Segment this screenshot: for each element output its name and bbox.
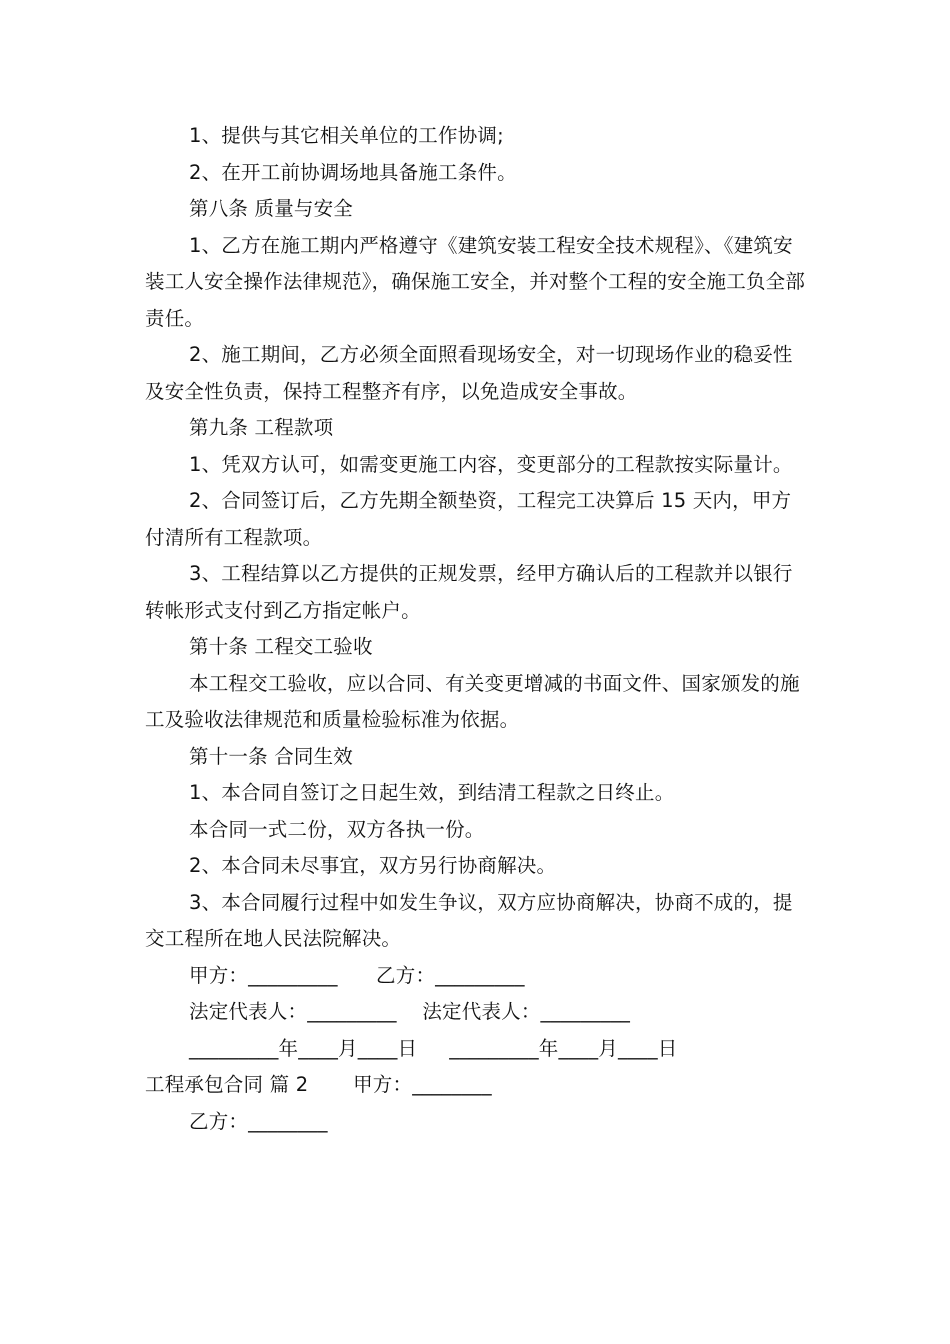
next-contract-heading: 工程承包合同 篇 2 甲方：________	[145, 1073, 492, 1096]
article-heading: 第九条 工程款项	[189, 416, 334, 439]
clause-paragraph: 本工程交工验收，应以合同、有关变更增减的书面文件、国家颁发的施工及验收法律规范和质量检验标准为依据。	[145, 671, 800, 731]
article-heading: 第八条 质量与安全	[189, 197, 353, 220]
clause-paragraph: 2、在开工前协调场地具备施工条件。	[189, 160, 517, 184]
party-b-line: 乙方：________	[189, 1109, 328, 1133]
signature-representatives-line: 法定代表人：_________ 法定代表人：_________	[189, 1000, 631, 1023]
clause-paragraph: 1、乙方在施工期内严格遵守《建筑安装工程安全技术规程》、《建筑安装工人安全操作法律规范》，确保施工安全，并对整个工程的安全施工负全部责任。	[145, 233, 806, 330]
signature-date-line: _________年____月____日 _________年____月____日	[189, 1036, 678, 1060]
clause-paragraph: 2、本合同未尽事宜，双方另行协商解决。	[189, 854, 557, 877]
clause-paragraph: 2、施工期间，乙方必须全面照看现场安全，对一切现场作业的稳妥性及安全性负责，保持工程整齐有序，以免造成安全事故。	[145, 343, 793, 403]
article-heading: 第十一条 合同生效	[189, 744, 353, 768]
clause-paragraph: 1、凭双方认可，如需变更施工内容，变更部分的工程款按实际量计。	[189, 452, 793, 476]
clause-paragraph: 3、工程结算以乙方提供的正规发票，经甲方确认后的工程款并以银行转帐形式支付到乙方指定帐户。	[145, 562, 793, 622]
signature-parties-line: 甲方：_________ 乙方：_________	[189, 963, 525, 987]
clause-paragraph: 1、本合同自签订之日起生效，到结清工程款之日终止。	[189, 781, 675, 804]
clause-paragraph: 本合同一式二份，双方各执一份。	[189, 817, 485, 841]
article-heading: 第十条 工程交工验收	[189, 635, 373, 658]
clause-paragraph: 1、提供与其它相关单位的工作协调;	[189, 124, 504, 147]
clause-paragraph: 3、本合同履行过程中如发生争议，双方应协商解决，协商不成的，提交工程所在地人民法院解决。	[145, 890, 793, 950]
clause-paragraph: 2、合同签订后，乙方先期全额垫资，工程完工决算后 15 天内，甲方付清所有工程款项。	[145, 489, 792, 549]
contract-body	[145, 118, 810, 1140]
